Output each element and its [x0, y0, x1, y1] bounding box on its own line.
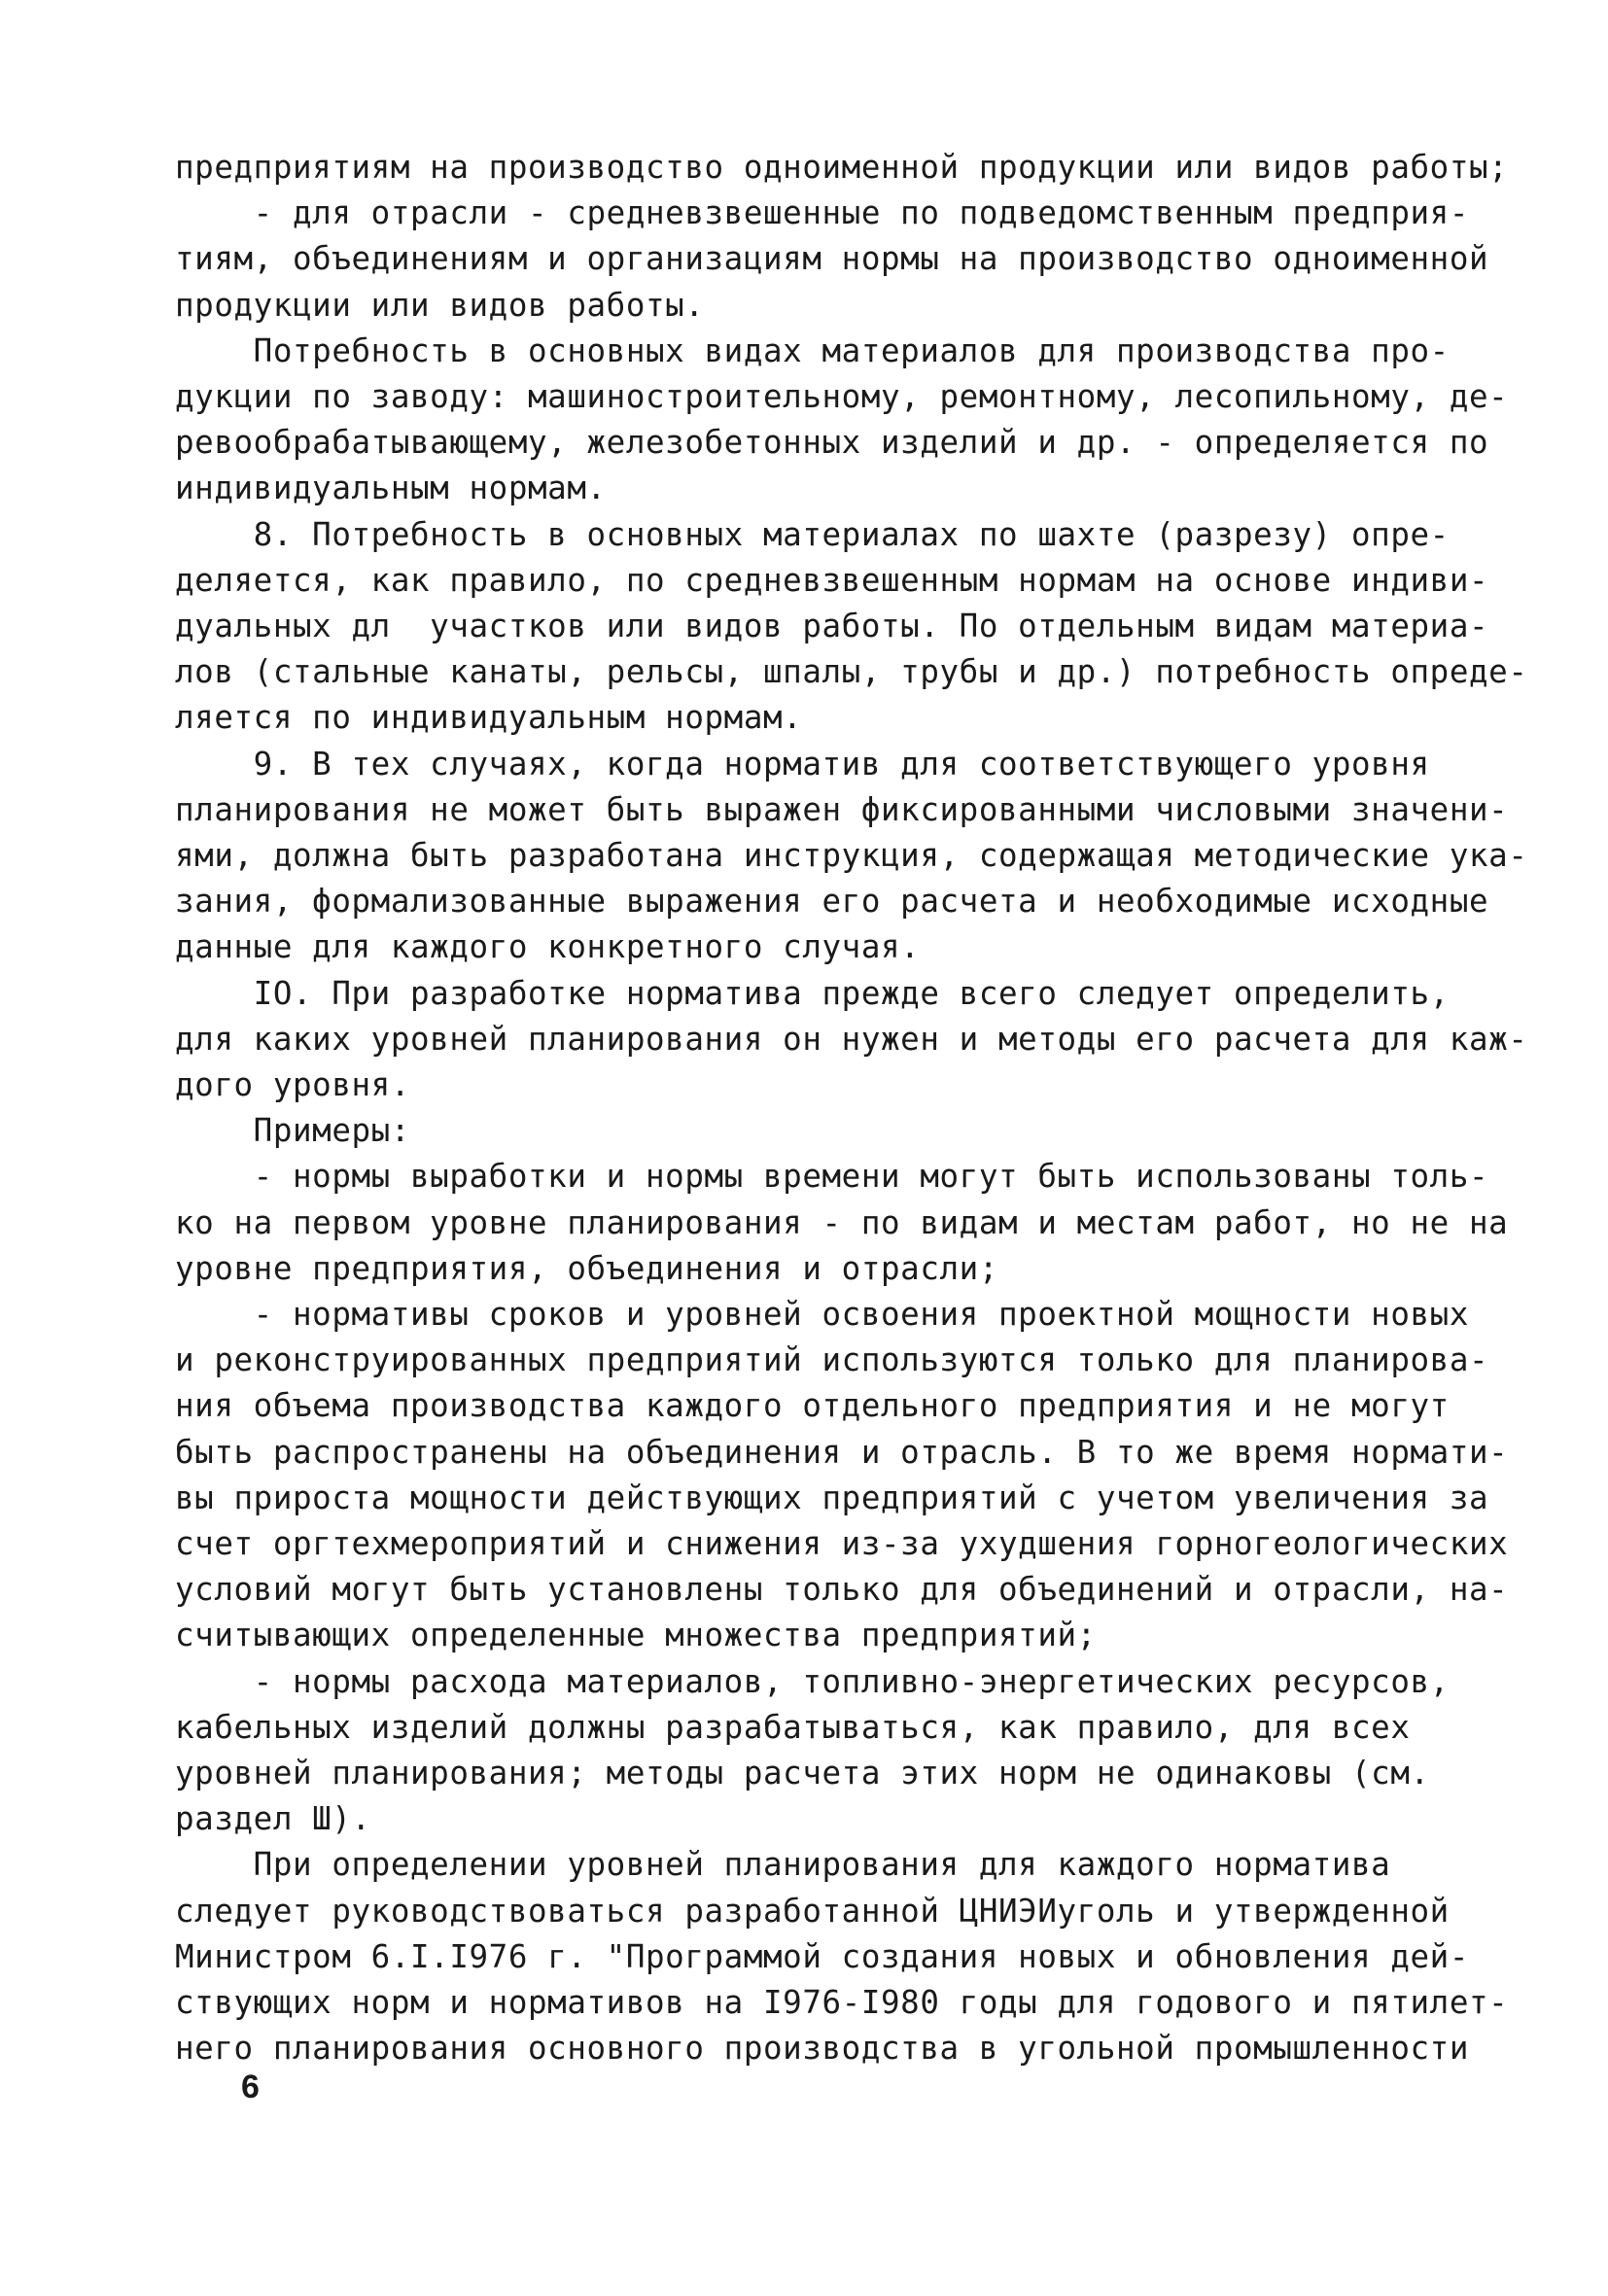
- text-line: вы прироста мощности действующих предприятий с учетом увеличения за: [175, 1478, 1489, 1516]
- text-line: 8. Потребность в основных материалах по шахте (разрезу) опре-: [175, 515, 1450, 553]
- text-line: продукции или видов работы.: [175, 286, 705, 324]
- text-line: При определении уровней планирования для каждого норматива: [175, 1846, 1391, 1884]
- text-line: данные для каждого конкретного случая.: [175, 928, 921, 966]
- text-line: лов (стальные канаты, рельсы, шпалы, трубы и др.) потребность опреде-: [175, 653, 1528, 691]
- page-number: 6: [241, 2069, 260, 2105]
- text-line: Потребность в основных видах материалов для производства про-: [175, 331, 1450, 369]
- text-line: деляется, как правило, по средневзвешенным нормам на основе индиви-: [175, 561, 1489, 599]
- text-line: ями, должна быть разработана инструкция, содержащая методические ука-: [175, 837, 1528, 874]
- text-line: дуальных дл участков или видов работы. По отдельным видам материа-: [175, 608, 1489, 644]
- text-line: ревообрабатывающему, железобетонных изделий и др. - определяется по: [175, 424, 1489, 462]
- text-line: зания, формализованные выражения его расчета и необходимые исходные: [175, 883, 1489, 921]
- text-line: Министром 6.I.I976 г. "Программой создания новых и обновления дей-: [175, 1937, 1469, 1975]
- text-line: уровней планирования; методы расчета этих норм не одинаковы (см.: [175, 1755, 1430, 1792]
- text-line: - нормы выработки и нормы времени могут быть использованы толь-: [175, 1158, 1489, 1196]
- text-line: IO. При разработке норматива прежде всего следует определить,: [175, 974, 1450, 1012]
- text-line: - для отрасли - средневзвешенные по подведомственным предприя-: [175, 194, 1469, 232]
- text-line: кабельных изделий должны разрабатываться, как правило, для всех: [175, 1708, 1411, 1746]
- text-line: 9. В тех случаях, когда норматив для соответствующего уровня: [175, 745, 1430, 783]
- text-line: - нормы расхода материалов, топливно-энергетических ресурсов,: [175, 1662, 1450, 1700]
- text-line: считывающих определенные множества предприятий;: [175, 1617, 1097, 1654]
- text-line: - нормативы сроков и уровней освоения проектной мощности новых: [175, 1296, 1469, 1333]
- text-line: для каких уровней планирования он нужен и методы его расчета для каж-: [175, 1020, 1528, 1058]
- text-line: ния объема производства каждого отдельного предприятия и не могут: [175, 1387, 1450, 1425]
- text-line: него планирования основного производства в угольной промышленности: [175, 2030, 1469, 2068]
- text-line: предприятиям на производство одноименной продукции или видов работы;: [175, 149, 1509, 186]
- text-line: тиям, объединениям и организациям нормы на производство одноименной: [175, 240, 1489, 278]
- text-line: дукции по заводу: машиностроительному, ремонтному, лесопильному, де-: [175, 378, 1509, 415]
- text-line: ствующих норм и нормативов на I976-I980 годы для годового и пятилет-: [175, 1984, 1509, 2021]
- text-line: условий могут быть установлены только для объединений и отрасли, на-: [175, 1571, 1509, 1609]
- text-line: быть распространены на объединения и отрасль. В то же время нормати-: [175, 1433, 1509, 1471]
- text-line: планирования не может быть выражен фиксированными числовыми значени-: [175, 790, 1509, 828]
- text-line: уровне предприятия, объединения и отрасли;: [175, 1249, 998, 1287]
- text-line: счет оргтехмероприятий и снижения из-за ухудшения горногеологических: [175, 1525, 1509, 1562]
- text-line: раздел Ш).: [175, 1800, 371, 1838]
- text-line: Примеры:: [175, 1112, 410, 1150]
- text-line: дого уровня.: [175, 1066, 410, 1103]
- text-line: ляется по индивидуальным нормам.: [175, 699, 803, 737]
- text-line: и реконструированных предприятий используются только для планирова-: [175, 1341, 1489, 1379]
- text-line: следует руководствоваться разработанной ЦНИЭИуголь и утвержденной: [175, 1892, 1450, 1930]
- text-line: индивидуальным нормам.: [175, 470, 607, 507]
- text-line: ко на первом уровне планирования - по видам и местам работ, но не на: [175, 1203, 1509, 1241]
